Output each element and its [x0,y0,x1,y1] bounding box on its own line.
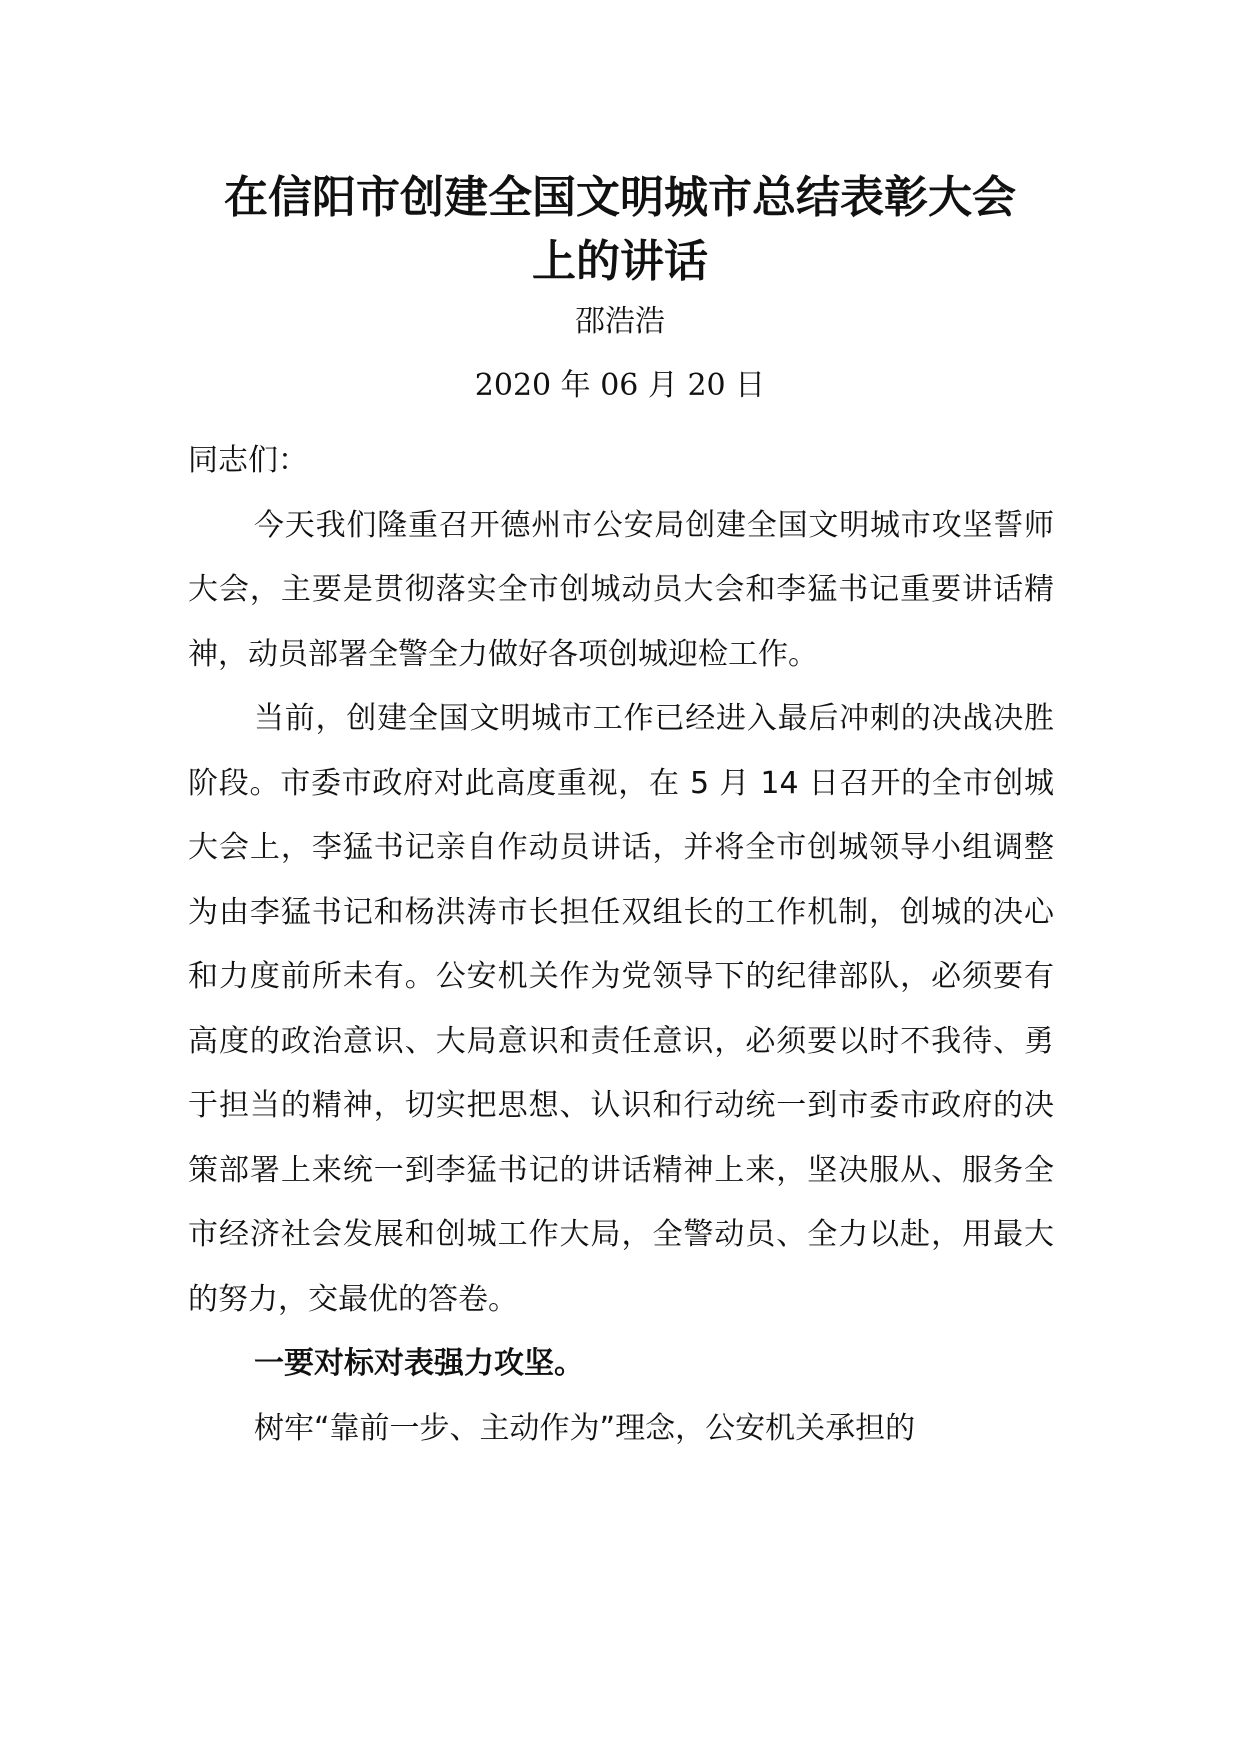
section-heading: 一要对标对表强力攻坚。 [254,1346,584,1381]
paragraph-3: 树牢“靠前一步、主动作为”理念，公安机关承担的 [254,1410,916,1446]
salutation: 同志们： [188,443,308,478]
document-date: 2020 年 06 月 20 日 [474,368,766,403]
author-name: 邵浩浩 [575,304,665,339]
paragraph-1: 今天我们隆重召开德州市公安局创建全国文明城市攻坚誓师大会，主要是贯彻落实全市创城动员大会和李猛书记重要讲话精神，动员部署全警全力做好各项创城迎检工作。 [188,507,1054,672]
paragraph-2: 当前，创建全国文明城市工作已经进入最后冲刺的决战决胜阶段。市委市政府对此高度重视，在 5 月 14 日召开的全市创城大会上，李猛书记亲自作动员讲话，并将全市创城领导小组调整为由李猛书记和杨洪涛市长担任双组长的工作机制，创城的决心和力度前所未有。公安机关作为党领导下的纪律部队，必须要有高度的政治意识、大局意识和责任意识，必须要以时不我待、勇于担当的精神，切实把思想、认识和行动统一到市委市政府的决策部署上来统一到李猛书记的讲话精神上来，坚决服从、服务全市经济社会发展和创城工作大局，全警动员、全力以赴，用最大的努力，交最优的答卷。 [188,701,1054,1317]
document-body [188,429,1054,1461]
document-title-line1: 在信阳市创建全国文明城市总结表彰大会 [224,172,1016,223]
document-title-line2: 上的讲话 [532,236,708,287]
